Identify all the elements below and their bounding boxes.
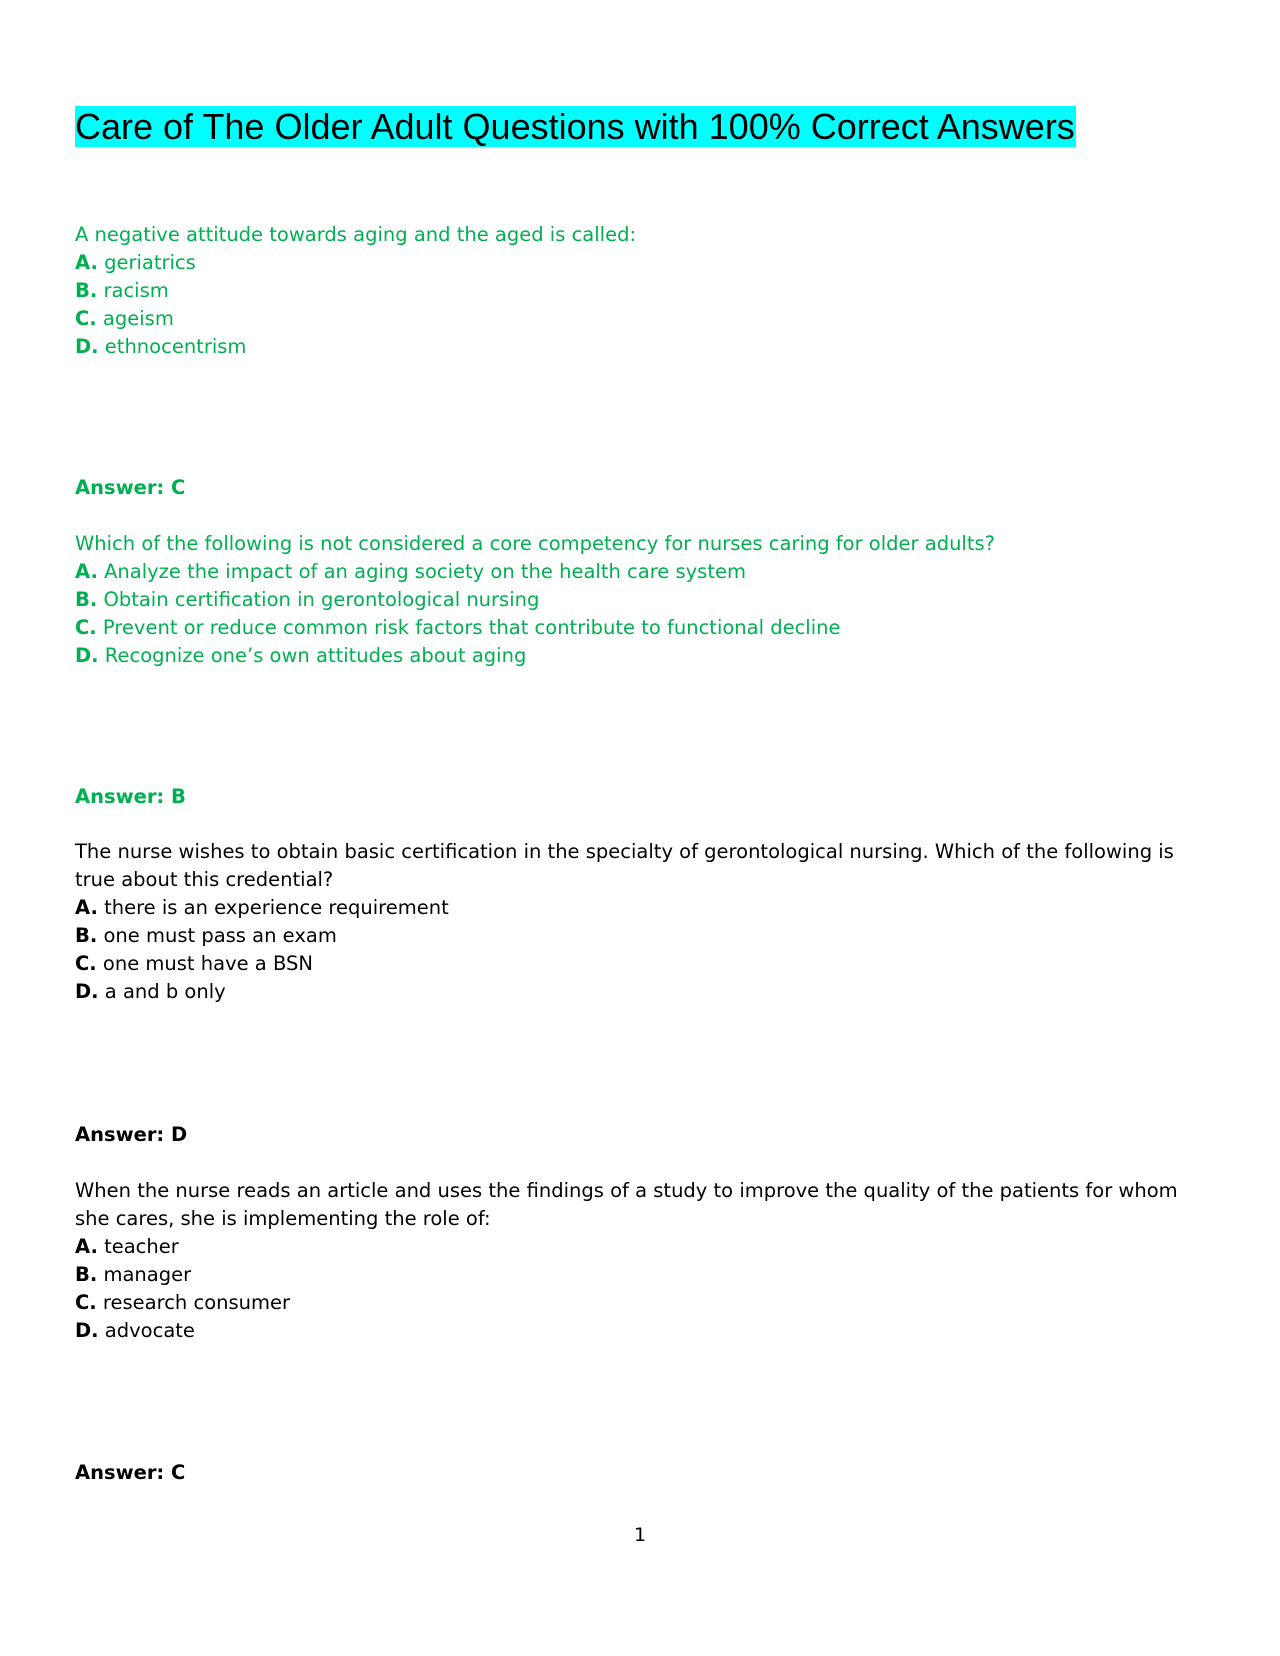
question-2-option-c: C. Prevent or reduce common risk factors that contribute to functional decline — [75, 616, 841, 639]
question-3-option-c: C. one must have a BSN — [75, 952, 313, 975]
question-3 — [75, 838, 1205, 1006]
question-4-option-d: D. advocate — [75, 1319, 195, 1342]
question-4 — [75, 1177, 1205, 1345]
question-2 — [75, 530, 1205, 670]
question-4-option-b: B. manager — [75, 1263, 192, 1286]
page-number: 1 — [633, 1524, 647, 1546]
question-4-answer: Answer: C — [75, 1461, 186, 1484]
question-4-option-a: A. teacher — [75, 1235, 179, 1258]
question-2-text: Which of the following is not considered a core competency for nurses caring for older adults? — [75, 532, 996, 555]
question-3-text: The nurse wishes to obtain basic certification in the specialty of gerontological nursing. Which of the following is true about this credential? — [75, 840, 1174, 891]
question-1-text: A negative attitude towards aging and the aged is called: — [75, 223, 637, 246]
question-1 — [75, 221, 1205, 361]
question-2-answer: Answer: B — [75, 785, 186, 808]
document-title-text: Care of The Older Adult Questions with 100% Correct Answers — [75, 106, 1075, 147]
question-3-answer: Answer: D — [75, 1123, 188, 1146]
question-4-option-c: C. research consumer — [75, 1291, 291, 1314]
question-1-option-d: D. ethnocentrism — [75, 335, 247, 358]
question-2-option-b: B. Obtain certification in gerontological nursing — [75, 588, 540, 611]
question-2-option-a: A. Analyze the impact of an aging society on the health care system — [75, 560, 746, 583]
question-4-text: When the nurse reads an article and uses the findings of a study to improve the quality of the patients for whom she cares, she is implementing the role of: — [75, 1179, 1178, 1230]
question-2-option-d: D. Recognize one’s own attitudes about aging — [75, 644, 527, 667]
question-1-option-a: A. geriatrics — [75, 251, 196, 274]
question-1-option-c: C. ageism — [75, 307, 174, 330]
question-3-option-d: D. a and b only — [75, 980, 226, 1003]
question-3-option-a: A. there is an experience requirement — [75, 896, 449, 919]
question-1-option-b: B. racism — [75, 279, 169, 302]
question-1-answer: Answer: C — [75, 476, 186, 499]
question-3-option-b: B. one must pass an exam — [75, 924, 337, 947]
document-title — [75, 104, 1076, 150]
